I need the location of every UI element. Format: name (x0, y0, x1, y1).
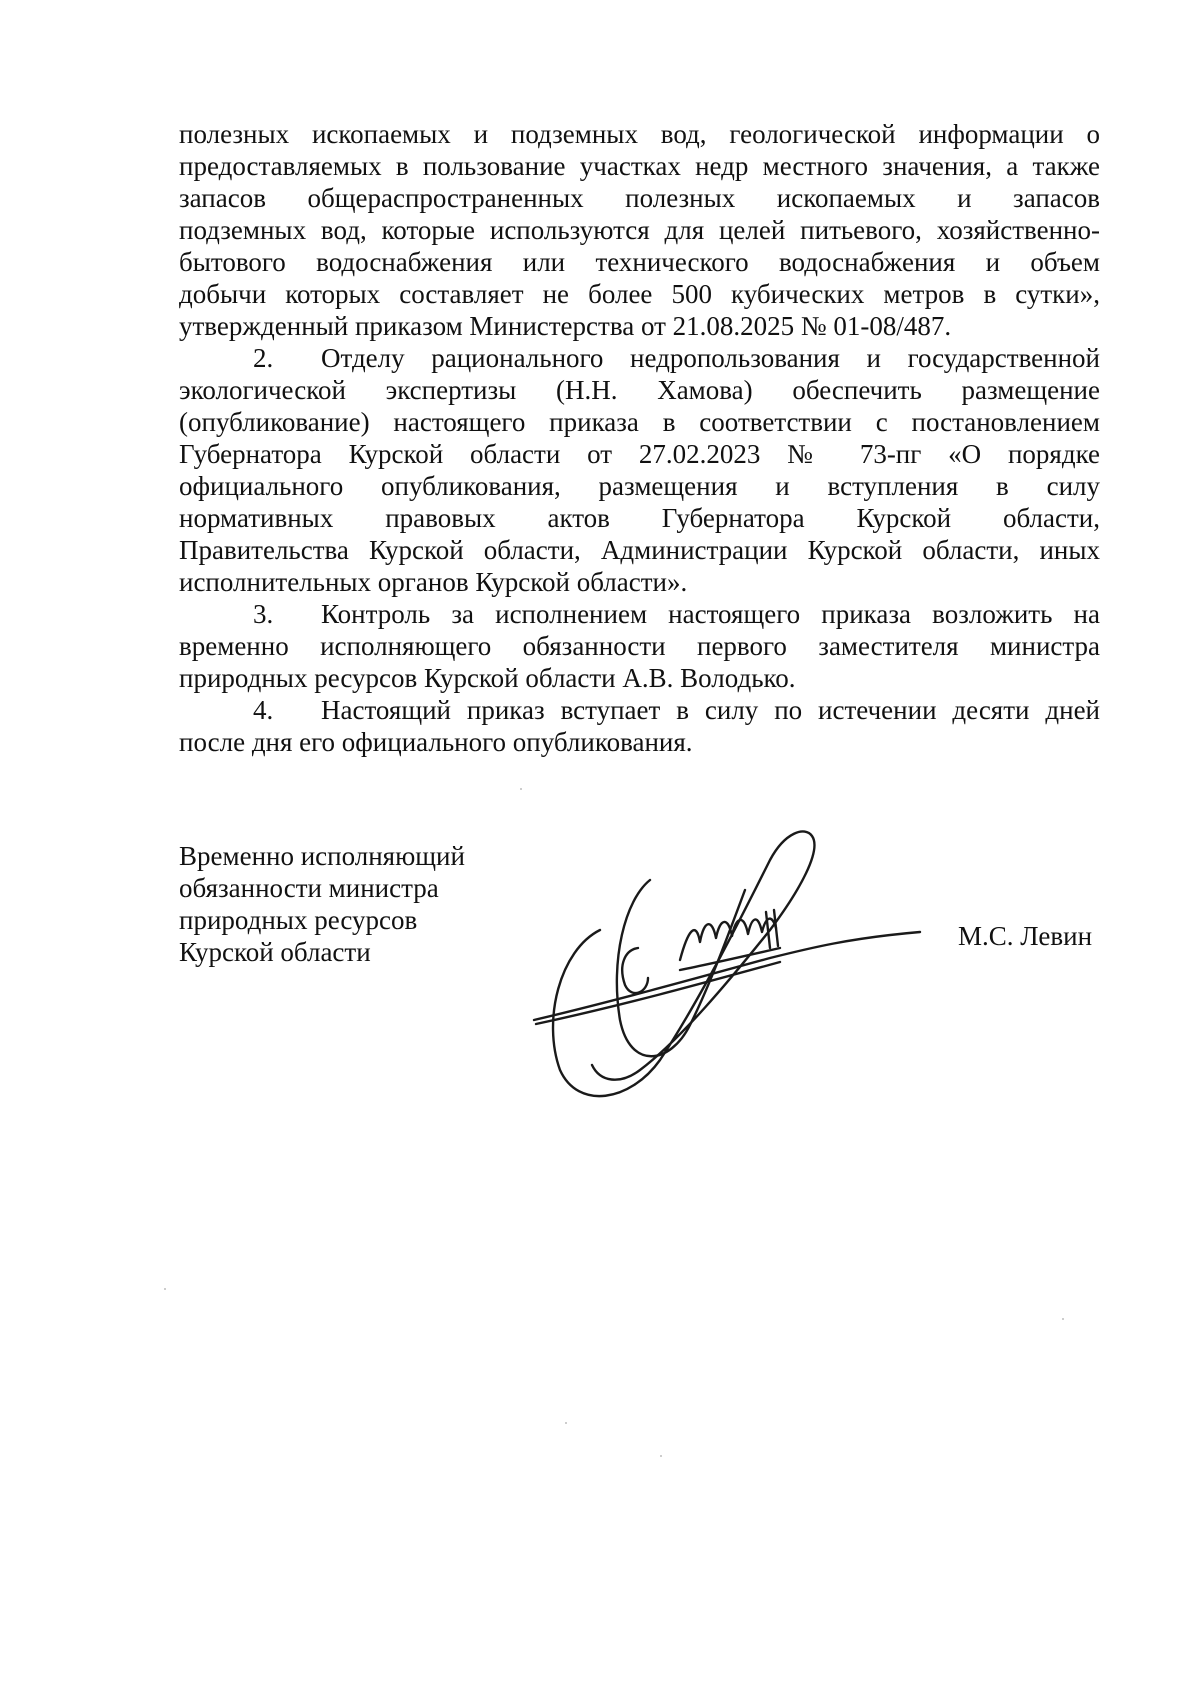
text-line: подземных вод, которые используются для целей питьевого, хозяйственно- (179, 215, 1100, 245)
position-line: Временно исполняющий (179, 841, 465, 871)
numbered-item-4 (179, 694, 1100, 758)
item-number: 4. (253, 695, 274, 725)
text-line: (опубликование) настоящего приказа в соответствии с постановлением (179, 407, 1100, 437)
continuation-paragraph (179, 118, 1100, 342)
text-line: полезных ископаемых и подземных вод, геологической информации о (179, 119, 1100, 149)
numbered-item-2 (179, 342, 1100, 598)
text-line (179, 598, 1100, 630)
document-body (179, 118, 1100, 758)
scan-speck (164, 1288, 166, 1290)
scan-speck (1062, 1318, 1064, 1320)
text-line: добычи которых составляет не более 500 кубических метров в сутки», (179, 279, 1100, 309)
scan-speck (520, 788, 522, 790)
text-line: после дня его официального опубликования. (179, 727, 693, 757)
text-line: запасов общераспространенных полезных ископаемых и запасов (179, 183, 1100, 213)
text-line: бытового водоснабжения или технического водоснабжения и объем (179, 247, 1100, 277)
text-line: официального опубликования, размещения и вступления в силу (179, 471, 1100, 501)
text-line: нормативных правовых актов Губернатора Курской области, (179, 503, 1100, 533)
item-text: Настоящий приказ вступает в силу по истечении десяти дней (321, 695, 1100, 725)
position-line: природных ресурсов (179, 905, 418, 935)
scan-speck (565, 1422, 567, 1424)
text-line: экологической экспертизы (Н.Н. Хамова) обеспечить размещение (179, 375, 1100, 405)
item-number: 2. (253, 343, 274, 373)
text-line (179, 342, 1100, 374)
item-text: Отделу рационального недропользования и государственной (321, 343, 1100, 373)
text-line: предоставляемых в пользование участках недр местного значения, а также (179, 151, 1100, 181)
text-line: природных ресурсов Курской области А.В. Володько. (179, 663, 796, 693)
item-text: Контроль за исполнением настоящего приказа возложить на (321, 599, 1100, 629)
text-line: Правительства Курской области, Администрации Курской области, иных (179, 535, 1100, 565)
signatory-position (179, 840, 509, 968)
item-number: 3. (253, 599, 274, 629)
text-line (179, 694, 1100, 726)
text-line: утвержденный приказом Министерства от 21.08.2025 № 01-08/487. (179, 311, 952, 341)
position-line: обязанности министра (179, 873, 439, 903)
text-line: Губернатора Курской области от 27.02.2023 № 73-пг «О порядке (179, 439, 1100, 469)
position-line: Курской области (179, 937, 371, 967)
text-line: временно исполняющего обязанности первого заместителя министра (179, 631, 1100, 661)
handwritten-signature (530, 820, 930, 1120)
signer-name: М.С. Левин (958, 921, 1093, 951)
text-line: исполнительных органов Курской области». (179, 567, 688, 597)
scan-speck (660, 1455, 662, 1457)
numbered-item-3 (179, 598, 1100, 694)
